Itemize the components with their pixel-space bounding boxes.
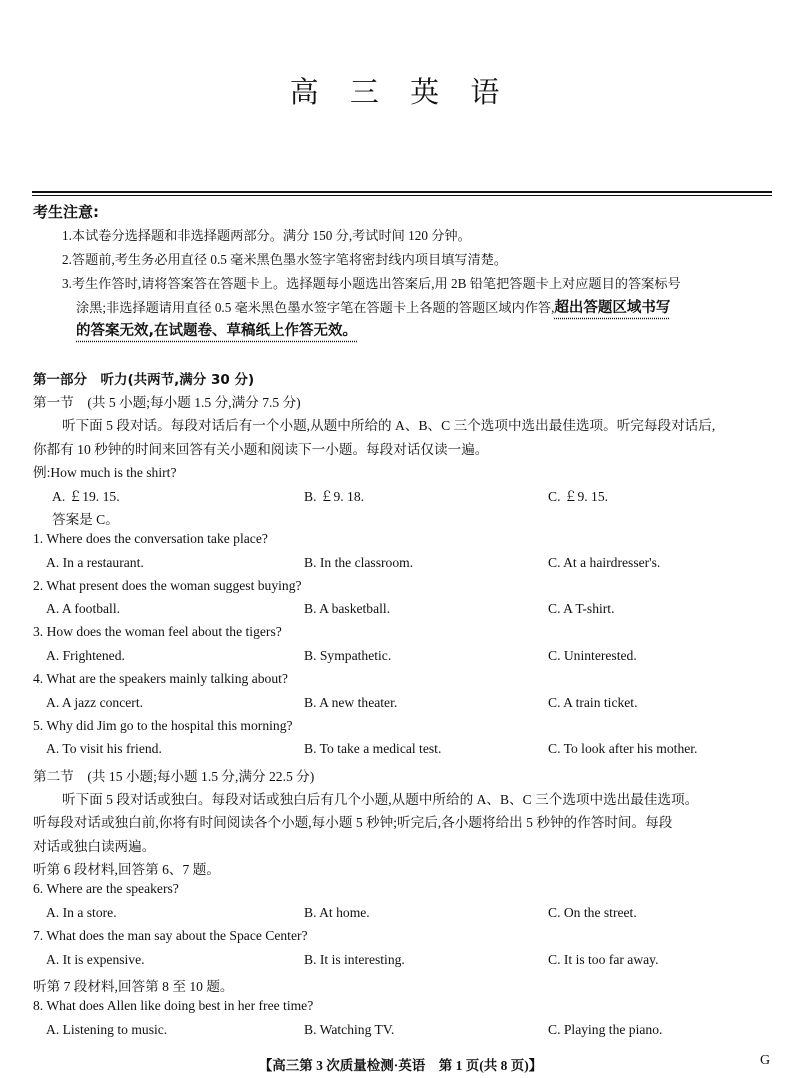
notice-emphasis: 超出答题区域书写 <box>554 300 671 316</box>
question-2-option-a: A. A football. <box>46 601 121 616</box>
example-option-b: B. ￡9. 18. <box>304 489 365 504</box>
question-4-option-b: B. A new theater. <box>304 695 398 710</box>
question-3-option-b: B. Sympathetic. <box>304 648 392 663</box>
question-6-option-a: A. In a store. <box>46 905 117 920</box>
example-answer: 答案是 C。 <box>52 512 119 527</box>
question-1: 1. Where does the conversation take place? <box>33 531 268 546</box>
material-6-heading: 听第 6 段材料,回答第 6、7 题。 <box>33 862 220 877</box>
header-divider-thin <box>32 195 772 196</box>
question-1-option-a: A. In a restaurant. <box>46 555 144 570</box>
question-8-option-b: B. Watching TV. <box>304 1022 395 1037</box>
question-8-option-a: A. Listening to music. <box>46 1022 168 1037</box>
question-5-option-c: C. To look after his mother. <box>548 741 698 756</box>
question-1-option-c: C. At a hairdresser's. <box>548 555 661 570</box>
question-7: 7. What does the man say about the Space Center? <box>33 928 308 943</box>
question-5-option-b: B. To take a medical test. <box>304 741 442 756</box>
question-3-option-c: C. Uninterested. <box>548 648 637 663</box>
question-5: 5. Why did Jim go to the hospital this morning? <box>33 718 293 733</box>
page-footer: 【高三第 3 次质量检测·英语 第 1 页(共 8 页)】 <box>258 1058 543 1073</box>
section1-instructions-2: 你都有 10 秒钟的时间来回答有关小题和阅读下一小题。每段对话仅读一遍。 <box>33 442 489 457</box>
section1-instructions-1: 听下面 5 段对话。每段对话后有一个小题,从题中所给的 A、B、C 三个选项中选出最佳选项。听完每段对话后, <box>62 418 716 433</box>
example-option-a: A. ￡19. 15. <box>52 489 120 504</box>
page-title: 高 三 英 语 <box>289 77 512 109</box>
question-8: 8. What does Allen like doing best in her free time? <box>33 998 314 1013</box>
example-question: 例:How much is the shirt? <box>33 465 177 480</box>
question-7-option-a: A. It is expensive. <box>46 952 145 967</box>
question-7-option-b: B. It is interesting. <box>304 952 405 967</box>
question-4-option-a: A. A jazz concert. <box>46 695 144 710</box>
part1-heading: 第一部分 听力(共两节,满分 30 分) <box>33 372 255 388</box>
question-6-option-c: C. On the street. <box>548 905 637 920</box>
section2-instructions-3: 对话或独白读两遍。 <box>33 839 156 854</box>
section1-heading: 第一节 (共 5 小题;每小题 1.5 分,满分 7.5 分) <box>33 395 301 410</box>
notice-heading: 考生注意: <box>33 203 99 221</box>
question-6: 6. Where are the speakers? <box>33 881 179 896</box>
version-mark: G <box>760 1053 771 1068</box>
question-5-option-a: A. To visit his friend. <box>46 741 162 756</box>
question-2: 2. What present does the woman suggest buying? <box>33 578 302 593</box>
question-4: 4. What are the speakers mainly talking about? <box>33 671 288 686</box>
question-1-option-b: B. In the classroom. <box>304 555 414 570</box>
notice-item-2: 2.答题前,考生务必用直径 0.5 毫米黑色墨水签字笔将密封线内项目填写清楚。 <box>62 252 508 267</box>
section2-instructions-2: 听每段对话或独白前,你将有时间阅读各个小题,每小题 5 秒钟;听完后,各小题将给出 5 秒钟的作答时间。每段 <box>33 815 673 830</box>
question-6-option-b: B. At home. <box>304 905 370 920</box>
question-8-option-c: C. Playing the piano. <box>548 1022 663 1037</box>
question-4-option-c: C. A train ticket. <box>548 695 638 710</box>
example-option-c: C. ￡9. 15. <box>548 489 609 504</box>
section2-instructions-1: 听下面 5 段对话或独白。每段对话或独白后有几个小题,从题中所给的 A、B、C 三个选项中选出最佳选项。 <box>62 792 699 807</box>
header-divider <box>32 191 772 193</box>
notice-emphasis-line-3: 的答案无效,在试题卷、草稿纸上作答无效。 <box>76 323 358 339</box>
question-3-option-a: A. Frightened. <box>46 648 125 663</box>
notice-item-3: 3.考生作答时,请将答案答在答题卡上。选择题每小题选出答案后,用 2B 铅笔把答题卡上对应题目的答案标号 <box>62 276 681 291</box>
notice-item-1: 1.本试卷分选择题和非选择题两部分。满分 150 分,考试时间 120 分钟。 <box>62 228 471 243</box>
question-3: 3. How does the woman feel about the tigers? <box>33 624 282 639</box>
question-2-option-c: C. A T-shirt. <box>548 601 615 616</box>
material-7-heading: 听第 7 段材料,回答第 8 至 10 题。 <box>33 979 234 994</box>
section2-heading: 第二节 (共 15 小题;每小题 1.5 分,满分 22.5 分) <box>33 769 315 784</box>
notice-item-3-text: 涂黑;非选择题请用直径 0.5 毫米黑色墨水签字笔在答题卡上各题的答题区域内作答, <box>76 300 555 315</box>
notice-item-3-line-2 <box>76 296 670 317</box>
question-2-option-b: B. A basketball. <box>304 601 391 616</box>
question-7-option-c: C. It is too far away. <box>548 952 659 967</box>
